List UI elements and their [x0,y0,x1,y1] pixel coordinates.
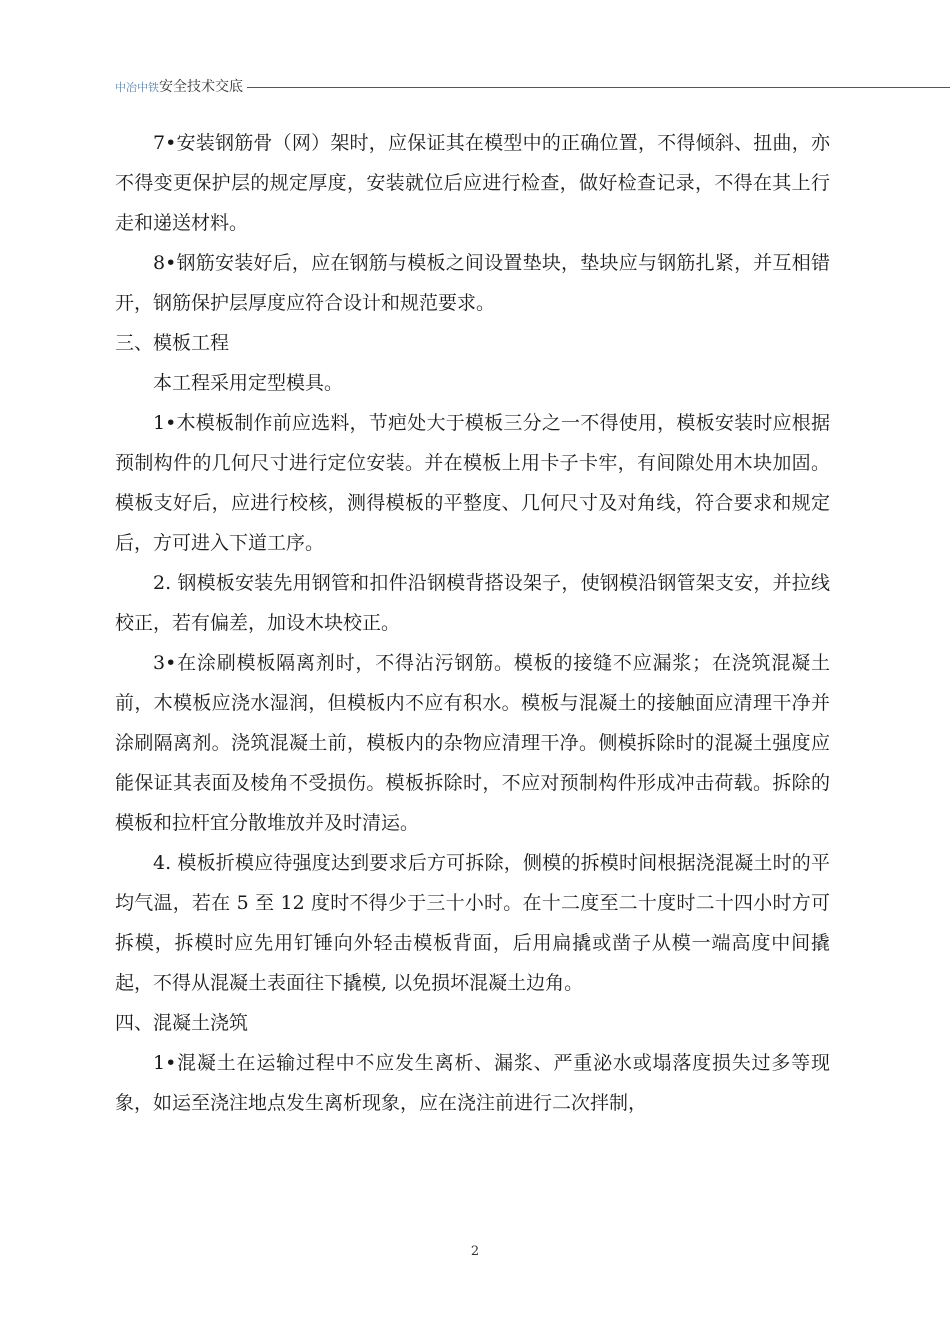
paragraph-formwork-3: 3•在涂刷模板隔离剂时，不得沾污钢筋。模板的接缝不应漏浆；在浇筑混凝土前，木模板应浇水湿润，但模板内不应有积水。模板与混凝土的接触面应清理干净并涂刷隔离剂。浇筑混凝土前，模板内的杂物应清理干净。侧模拆除时的混凝土强度应能保证其表面及棱角不受损伤。模板拆除时，不应对预制构件形成冲击荷载。拆除的模板和拉杆宜分散堆放并及时清运。 [115,652,830,834]
page-header [115,76,950,98]
section-heading-formwork: 三、模板工程 [115,332,230,354]
paragraph-formwork-2: 2. 钢模板安装先用钢管和扣件沿钢模背搭设架子，使钢模沿钢管架支安，并拉线校正，若有偏差，加设木块校正。 [115,572,830,634]
paragraph-item-7: 7•安装钢筋骨（网）架时，应保证其在模型中的正确位置，不得倾斜、扭曲，亦不得变更保护层的规定厚度，安装就位后应进行检查，做好检查记录，不得在其上行走和递送材料。 [115,132,830,234]
header-title [115,76,247,96]
page-number: 2 [470,1244,480,1259]
paragraph-formwork-1: 1•木模板制作前应选料，节疤处大于模板三分之一不得使用，模板安装时应根据预制构件的几何尺寸进行定位安装。并在模板上用卡子卡牢，有间隙处用木块加固。模板支好后，应进行校核，测得模板的平整度、几何尺寸及对角线，符合要求和规定后，方可进入下道工序。 [115,412,830,554]
paragraph-formwork-4: 4. 模板折模应待强度达到要求后方可拆除，侧模的拆模时间根据浇混凝土时的平均气温，若在 5 至 12 度时不得少于三十小时。在十二度至二十度时二十四小时方可拆模，拆模时应先用钉锤向外轻击模板背面，后用扁撬或凿子从模一端高度中间撬起，不得从混凝土表面往下撬模, 以免损坏混凝土边角。 [115,852,830,994]
paragraph-item-8: 8•钢筋安装好后，应在钢筋与模板之间设置垫块，垫块应与钢筋扎紧，并互相错开，钢筋保护层厚度应符合设计和规范要求。 [115,252,830,314]
header-doc-title: 安全技术交底 [159,79,243,95]
header-brand: 中冶中铁 [115,81,159,94]
section-heading-concrete: 四、混凝土浇筑 [115,1012,249,1034]
document-body [115,123,830,1123]
paragraph-concrete-1: 1•混凝土在运输过程中不应发生离析、漏浆、严重泌水或塌落度损失过多等现象，如运至浇注地点发生离析现象，应在浇注前进行二次拌制， [115,1052,830,1114]
paragraph-formwork-intro: 本工程采用定型模具。 [153,372,344,394]
